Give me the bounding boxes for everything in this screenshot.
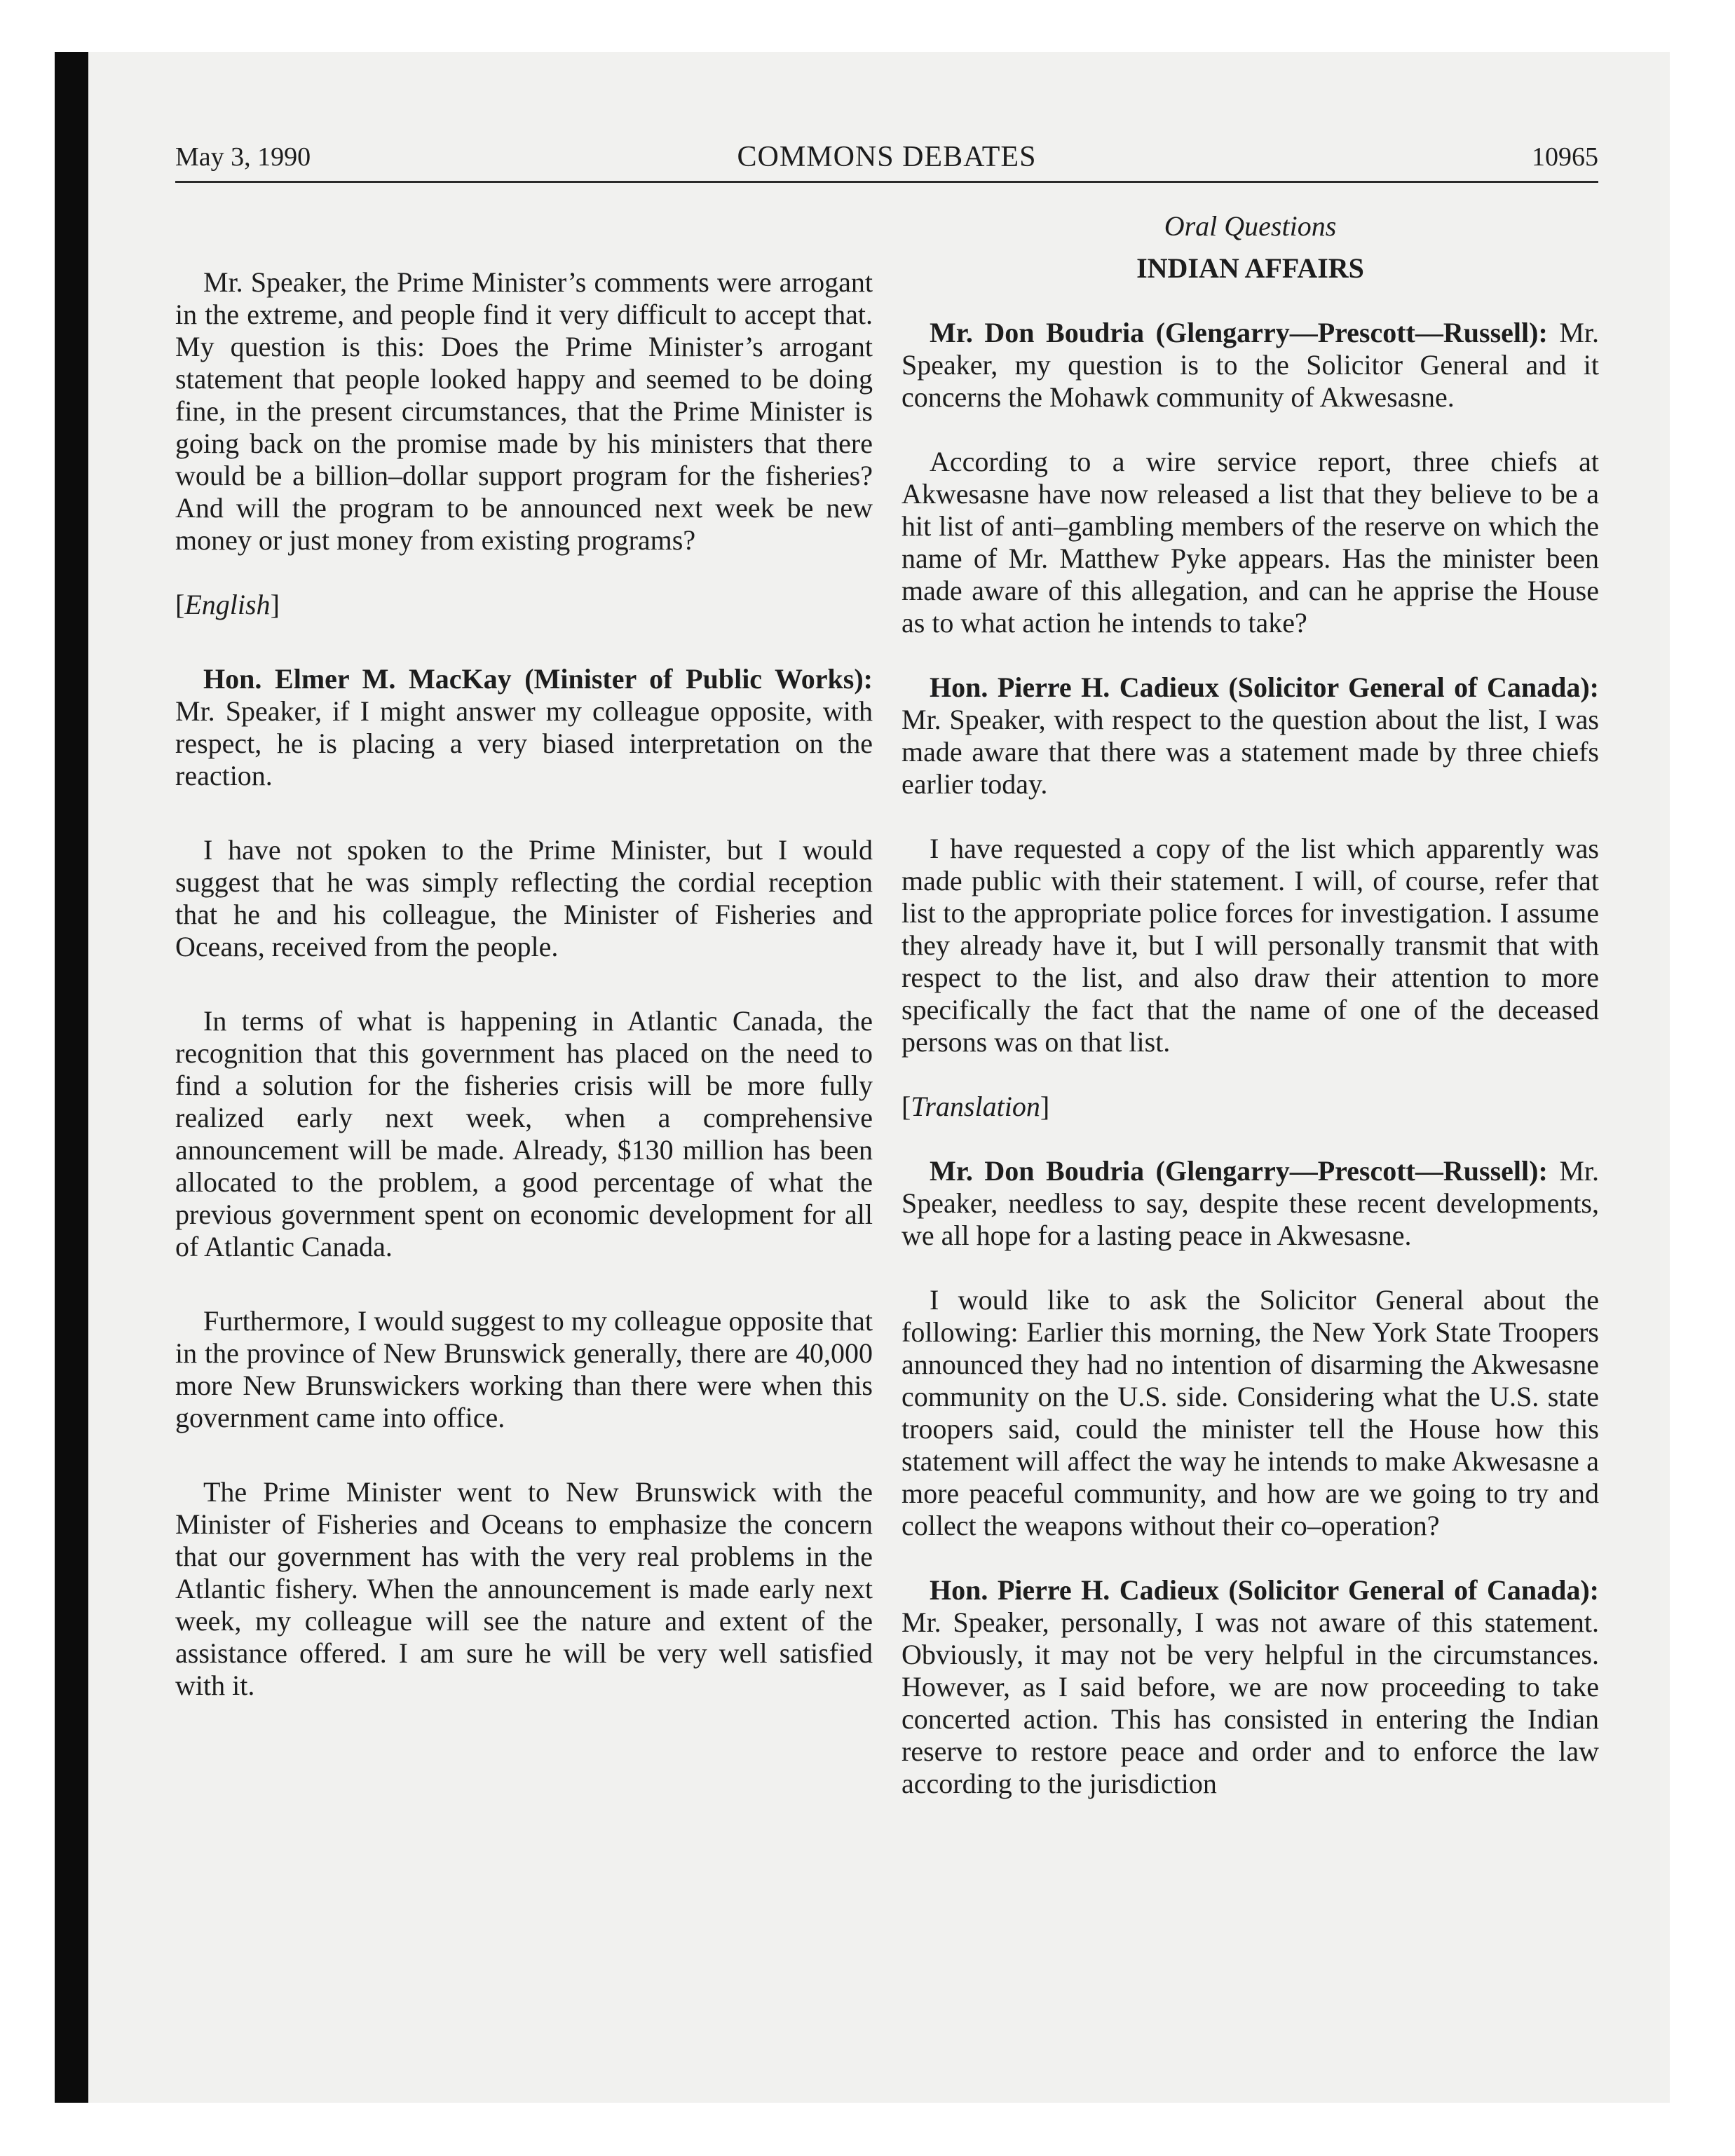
paragraph: The Prime Minister went to New Brunswick with the Minister of Fisheries and Oceans to emphasize the concern that our government has with the very real problems in the Atlantic fishery. When the announcement is made early next week, my colleague will see the nature and extent of the assistance offered. I am sure he will be very well satisfied with it. <box>175 1476 873 1701</box>
paragraph: Mr. Speaker, the Prime Minister’s comments were arrogant in the extreme, and people find it very difficult to accept that. My question is this: Does the Prime Minister’s arrogant statement that people looked happy and seemed to be doing fine, in the present circumstances, that the Prime Minister is going back on the promise made by his ministers that there would be a billion–dollar support program for the fisheries? And will the program to be announced next week be new money or just money from existing programs? <box>175 266 873 556</box>
running-header <box>175 137 1598 179</box>
language-note: [English] <box>175 589 280 620</box>
speaker-name: Hon. Elmer M. MacKay (Minister of Public Works): <box>203 663 873 695</box>
scan-edge-bar <box>55 52 88 2103</box>
speech-text: Mr. Speaker, needless to say, despite these recent developments, we all hope for a lasting peace in Akwesasne. <box>901 1155 1599 1251</box>
paragraph: I have not spoken to the Prime Minister, but I would suggest that he was simply reflecting the cordial reception that he and his colleague, the Minister of Fisheries and Oceans, received from the people. <box>175 834 873 962</box>
speech-text: Mr. Speaker, personally, I was not aware of this statement. Obviously, it may not be very helpful in the circumstances. However, as I said before, we are now proceeding to take concerted action. This has consisted in entering the Indian reserve to restore peace and order and to enforce the law according to the jurisdiction <box>901 1606 1599 1799</box>
speaker-name: Hon. Pierre H. Cadieux (Solicitor General of Canada): <box>930 671 1599 703</box>
speech-text: Mr. Speaker, with respect to the question about the list, I was made aware that there was a statement made by three chiefs earlier today. <box>901 704 1599 800</box>
header-title: COMMONS DEBATES <box>737 141 1037 173</box>
left-column <box>175 210 873 1702</box>
paragraph: According to a wire service report, three chiefs at Akwesasne have now released a list that they believe to be a hit list of anti–gambling members of the reserve on which the name of Mr. Matthew Pyke appears. Has the minister been made aware of this allegation, and can he apprise the House as to what action he intends to take? <box>901 446 1599 639</box>
section-label: Oral Questions <box>1164 210 1337 242</box>
speech <box>901 317 1599 414</box>
speech <box>901 1574 1599 1800</box>
language-note: [Translation] <box>901 1091 1050 1122</box>
language-note-text: Translation <box>911 1091 1040 1122</box>
paragraph: In terms of what is happening in Atlantic Canada, the recognition that this government has placed on the need to find a solution for the fisheries crisis will be more fully realized early next week, when a comprehensive announcement will be made. Already, $130 million has been allocated to the problem, a good percentage of what the previous government spent on economic development for all of Atlantic Canada. <box>175 1005 873 1262</box>
language-note-text: English <box>184 589 271 620</box>
speech <box>901 671 1599 800</box>
speaker-name: Hon. Pierre H. Cadieux (Solicitor General of Canada): <box>930 1574 1599 1606</box>
paragraph: I have requested a copy of the list which apparently was made public with their statement. I will, of course, refer that list to the appropriate police forces for investigation. I assume they already have it, but I will personally transmit that with respect to the list, and also draw their attention to more specifically the fact that the name of one of the deceased persons was on that list. <box>901 833 1599 1058</box>
header-page-number: 10965 <box>1532 142 1598 172</box>
speaker-name: Mr. Don Boudria (Glengarry—Prescott—Russell): <box>930 317 1548 348</box>
paragraph: I would like to ask the Solicitor General about the following: Earlier this morning, the New York State Troopers announced they had no intention of disarming the Akwesasne community on the U.S. side. Considering what the U.S. state troopers said, could the minister tell the House how this statement will affect the way he intends to make Akwesasne a more peaceful community, and how are we going to try and collect the weapons without their co–operation? <box>901 1284 1599 1541</box>
speech-text: Mr. Speaker, if I might answer my colleague opposite, with respect, he is placing a very biased interpretation on the reaction. <box>175 695 873 791</box>
speaker-name: Mr. Don Boudria (Glengarry—Prescott—Russell): <box>930 1155 1548 1187</box>
section-heading: INDIAN AFFAIRS <box>1136 252 1364 284</box>
speech <box>175 663 873 792</box>
right-column <box>901 210 1599 1800</box>
speech-text: Mr. Speaker, my question is to the Solicitor General and it concerns the Mohawk community of Akwesasne. <box>901 317 1599 413</box>
speech <box>901 1155 1599 1252</box>
header-date: May 3, 1990 <box>175 142 311 172</box>
header-rule <box>175 181 1598 183</box>
paragraph: Furthermore, I would suggest to my colleague opposite that in the province of New Brunswick generally, there are 40,000 more New Brunswickers working than there were when this government came into office. <box>175 1305 873 1433</box>
